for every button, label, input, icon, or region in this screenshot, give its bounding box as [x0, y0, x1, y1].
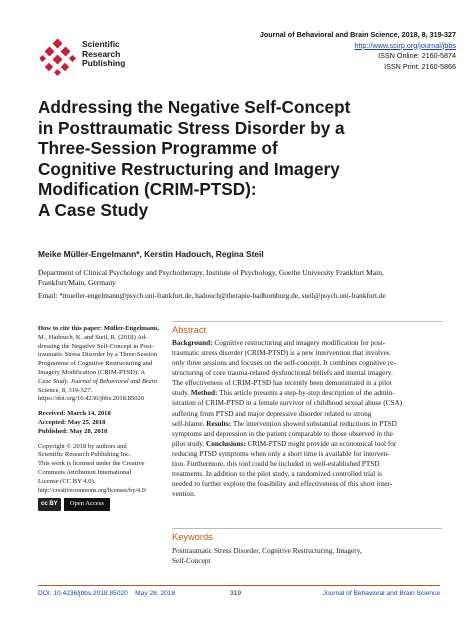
- title-line: Three-Session Programme of: [38, 138, 278, 159]
- abstract-line: vention.: [172, 490, 196, 499]
- citation-sidebar: [38, 325, 168, 511]
- cite-line: Programme of Cognitive Restructuring and: [38, 360, 153, 368]
- keywords-line: Posttraumatic Stress Disorder, Cognitive Restructuring, Imagery,: [172, 546, 362, 555]
- copyright-line: Scientific Research Publishing Inc.: [38, 451, 131, 459]
- footer-journal: Journal of Behavioral and Brain Science: [322, 590, 440, 597]
- affiliation-line: Department of Clinical Psychology and Psychotherapy, Institute of Psychology, Goethe University Frankfurt Main,: [38, 268, 384, 277]
- cc-by-badge[interactable]: cc BY: [38, 498, 61, 511]
- abstract-line: reducing PTSD symptoms when only a short time is available for interven-: [172, 449, 390, 458]
- publisher-logo: [40, 38, 80, 78]
- cite-line: Case Study. Journal of Behavioral and Brain: [38, 377, 157, 385]
- doi-link[interactable]: https://doi.org/10.4236/jbbs.2018.85020: [38, 395, 145, 403]
- abstract-line: treatments. In addition to the pilot study, a randomized controlled trial is: [172, 470, 382, 479]
- abstract-heading: Abstract: [172, 321, 442, 335]
- abstract-text: self-blame.: [172, 419, 205, 428]
- title-line: Modification (CRIM-PTSD):: [38, 179, 257, 200]
- cite-line: dressing the Negative Self-Concept in Post-: [38, 342, 154, 350]
- footer-divider: [38, 585, 440, 586]
- footer-doi-text[interactable]: DOI: 10.4236/jbbs.2018.85020: [38, 590, 128, 597]
- abstract-label: Results:: [206, 419, 232, 428]
- title-line: A Case Study: [38, 199, 149, 220]
- copyright-line: Commons Attribution International: [38, 468, 132, 476]
- footer-date: May 28, 2018: [135, 590, 176, 597]
- journal-url-link[interactable]: http://www.scirp.org/journal/jbbs: [354, 40, 456, 50]
- open-access-badge: Open Access: [64, 498, 110, 511]
- footer-doi[interactable]: [38, 590, 175, 597]
- abstract-label: Conclusions:: [205, 439, 246, 448]
- abstract-label: Method:: [190, 389, 218, 398]
- abstract-text: This article presents a step-by-step description of the admin-: [219, 389, 395, 398]
- publisher-line: Research: [82, 48, 121, 59]
- affiliation-line: Frankfurt/Main, Germany: [38, 278, 116, 287]
- title-line: Addressing the Negative Self-Concept: [38, 97, 351, 117]
- abstract-line: needed to further explore the feasibility and effectiveness of this short inter-: [172, 480, 393, 489]
- abstract-label: Background:: [172, 339, 213, 347]
- copyright-line: License (CC BY 4.0).: [38, 477, 96, 485]
- title-line: Cognitive Restructuring and Imagery: [38, 158, 340, 179]
- journal-info: [260, 30, 456, 72]
- abstract-text: Cognitive restructuring and imagery modification for post-: [214, 339, 386, 347]
- abstract-line: The effectiveness of CRIM-PTSD has recently been demonstrated in a pilot: [172, 379, 392, 388]
- abstract-line: symptoms and depression in the patient comparable to those observed in the: [172, 429, 393, 438]
- abstract-line: [172, 419, 442, 429]
- issn-print: ISSN Print: 2160-5866: [384, 61, 456, 71]
- affiliation: [38, 268, 448, 288]
- abstract-line: only three sessions and focuses on the self-concept. It combines cognitive re-: [172, 359, 396, 368]
- keywords-heading: Keywords: [172, 528, 442, 542]
- license-link[interactable]: http://creativecommons.org/licenses/by/4.0/: [38, 486, 147, 494]
- accepted-date: Accepted: May 25, 2018: [38, 418, 106, 426]
- copyright-line: This work is licensed under the Creative: [38, 460, 145, 468]
- journal-citation: Journal of Behavioral and Brain Science, 2018, 8, 319-327: [259, 30, 456, 39]
- received-date: Received: March 14, 2018: [38, 410, 111, 418]
- publisher-name: [82, 40, 125, 69]
- abstract-line: [172, 439, 442, 449]
- abstract-line: istration of CRIM-PTSD in a female survivor of childhood sexual abuse (CSA): [172, 399, 403, 408]
- issn-online: ISSN Online: 2160-5874: [378, 51, 456, 60]
- author-list: Meike Müller-Engelmann*, Kerstin Hadouch, Regina Steil: [38, 249, 264, 259]
- abstract-line: [172, 388, 442, 398]
- cite-line: traumatic Stress Disorder by a Three-Session: [38, 351, 158, 359]
- abstract-line: [172, 338, 442, 348]
- author-emails[interactable]: Email: *mueller-engelmann@psych.uni-frankfurt.de, hadouch@therapie-badhomburg.de, steil@psych.uni-frankfurt.de: [38, 291, 386, 300]
- title-line: in Posttraumatic Stress Disorder by a: [38, 117, 345, 138]
- abstract-line: tion. Furthermore, this tool could be included in well-established PTSD: [172, 459, 380, 468]
- copyright-line: Copyright © 2018 by authors and: [38, 442, 127, 450]
- abstract-section: [172, 321, 442, 499]
- abstract-line: structuring of core trauma-related dysfunctional beliefs and mental imagery.: [172, 369, 393, 378]
- abstract-line: traumatic stress disorder (CRIM-PTSD) is a new intervention that involves: [172, 349, 390, 358]
- page-number: 319: [230, 590, 242, 597]
- abstract-body: [172, 338, 442, 499]
- cite-line: Science, 8, 319-327.: [38, 386, 93, 394]
- keywords-line: Self-Concept: [172, 556, 211, 565]
- cite-line: M., Hadouch, K. and Steil, R. (2018) Ad-: [38, 333, 148, 341]
- abstract-text: study.: [172, 389, 190, 398]
- keywords-section: [172, 528, 442, 566]
- keywords-list: [172, 546, 442, 566]
- published-date: Published: May 28, 2018: [38, 427, 108, 435]
- license-badges: [38, 498, 168, 511]
- article-title: [38, 97, 438, 221]
- abstract-text: CRIM-PTSD might provide an economical tool for: [247, 439, 397, 448]
- abstract-text: The intervention showed substantial reductions in PTSD: [232, 419, 397, 428]
- cite-line: Imagery Modification (CRIM-PTSD): A: [38, 368, 146, 376]
- publisher-line: Publishing: [82, 58, 126, 68]
- cite-line: How to cite this paper: Müller-Engelmann,: [38, 325, 159, 332]
- publisher-line: Scientific: [82, 39, 120, 49]
- abstract-text: pilot study.: [172, 439, 205, 448]
- abstract-line: suffering from PTSD and major depressive disorder related to strong: [172, 409, 372, 418]
